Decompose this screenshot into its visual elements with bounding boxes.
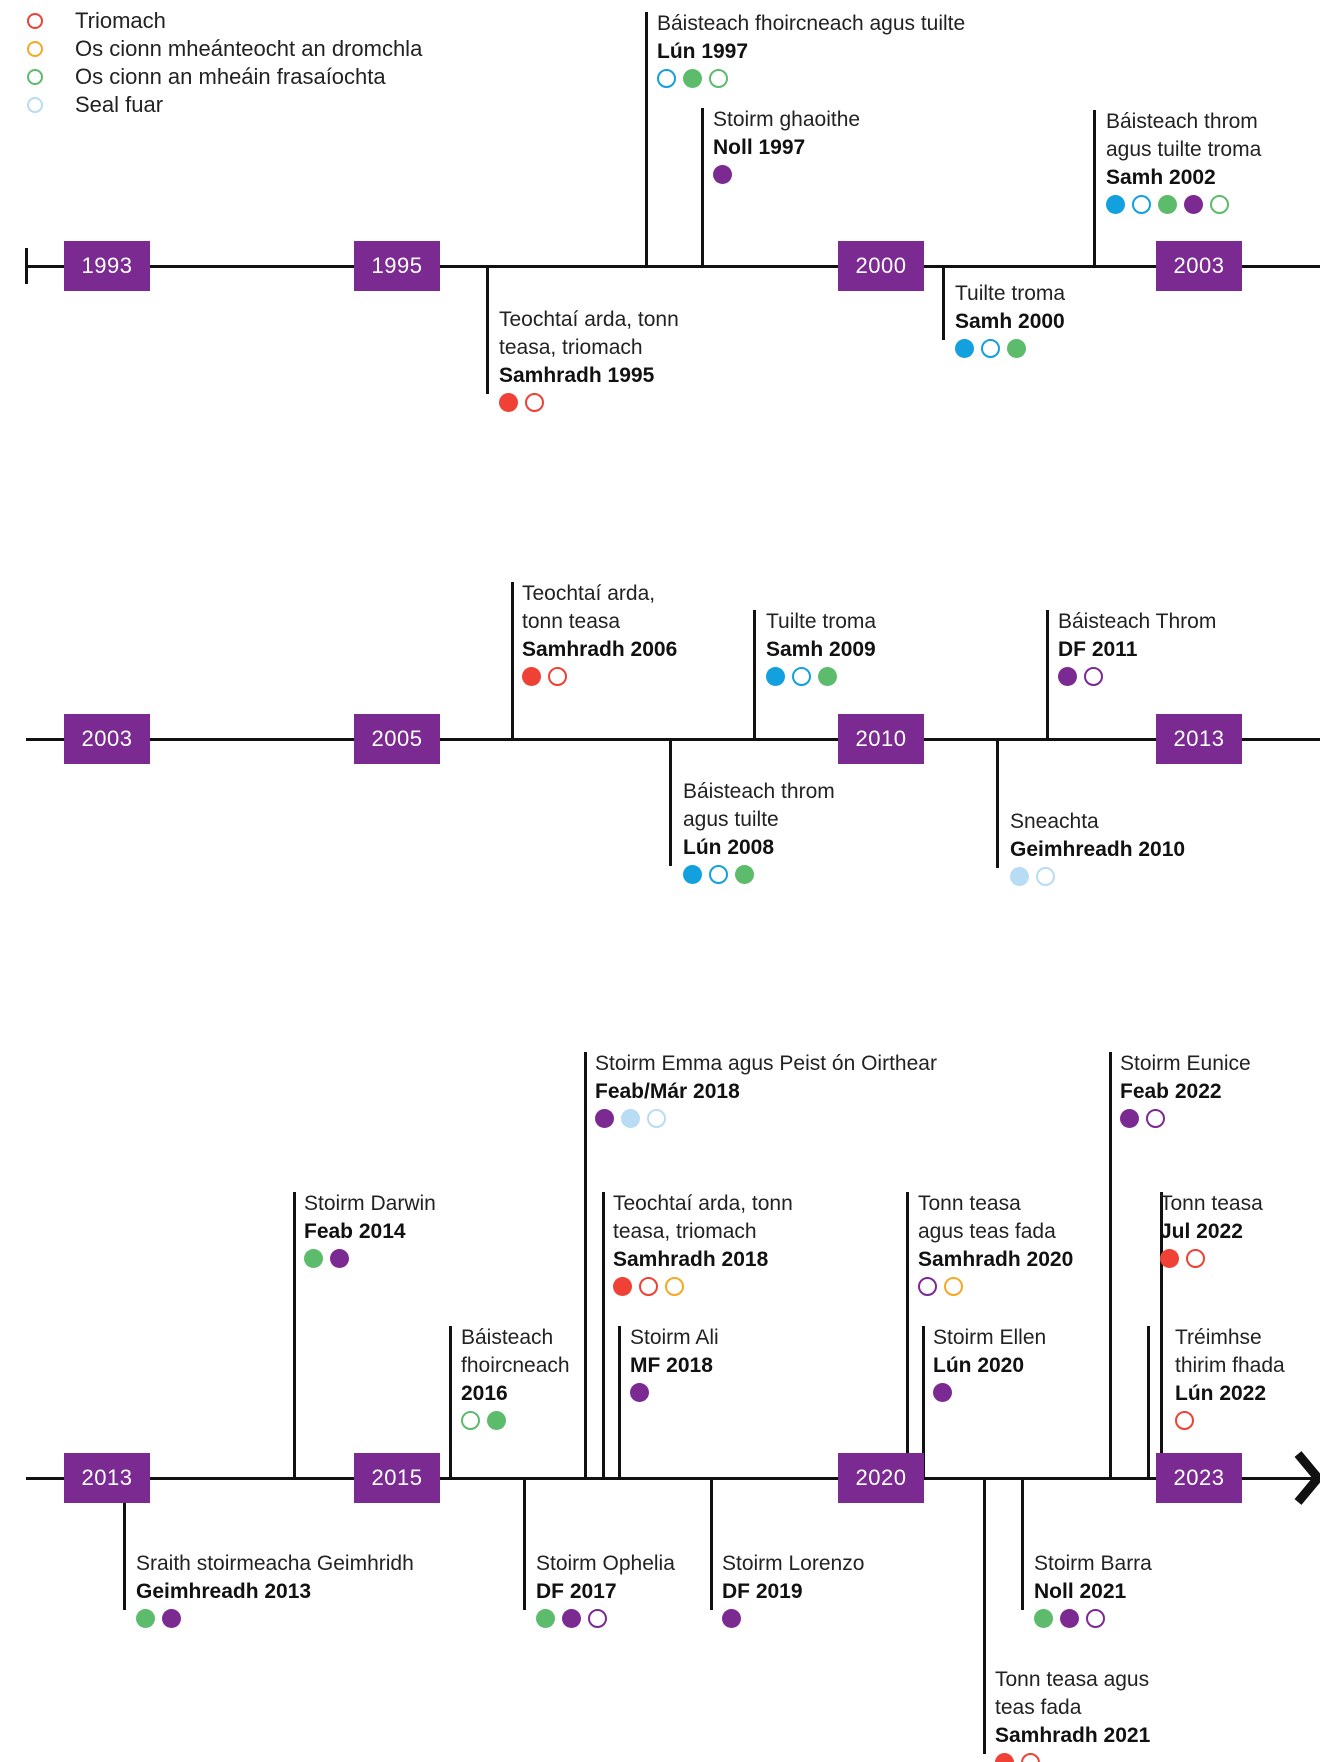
event-indicators xyxy=(683,865,835,891)
year-marker: 2013 xyxy=(1156,714,1242,764)
indicator-dot-icon xyxy=(1010,867,1029,886)
event-connector xyxy=(942,266,945,340)
indicator-dot-icon xyxy=(1034,1609,1053,1628)
event-date: Feab/Már 2018 xyxy=(595,1080,740,1103)
event-connector xyxy=(486,266,489,394)
indicator-dot-icon xyxy=(1158,195,1177,214)
event-card xyxy=(1120,1050,1251,1135)
event-indicators xyxy=(1034,1609,1152,1635)
event-card xyxy=(722,1550,864,1635)
event-indicators xyxy=(955,339,1065,365)
indicator-dot-icon xyxy=(1120,1109,1139,1128)
event-card xyxy=(1160,1190,1263,1275)
indicator-dot-icon xyxy=(1060,1609,1079,1628)
indicator-dot-icon xyxy=(995,1753,1014,1762)
event-indicators xyxy=(766,667,876,693)
indicator-dot-icon xyxy=(1184,195,1203,214)
event-indicators xyxy=(1120,1109,1251,1135)
event-title: Stoirm Ali xyxy=(630,1326,719,1349)
indicator-dot-icon xyxy=(1021,1753,1040,1762)
event-connector xyxy=(523,1478,526,1610)
event-title: Stoirm Eunice xyxy=(1120,1052,1251,1075)
event-connector xyxy=(584,1052,587,1478)
event-card xyxy=(918,1190,1073,1303)
event-card xyxy=(595,1050,937,1135)
event-card xyxy=(499,306,679,419)
event-card xyxy=(304,1190,436,1275)
event-indicators xyxy=(304,1249,436,1275)
year-marker: 2003 xyxy=(1156,241,1242,291)
event-title: Báisteach xyxy=(461,1326,554,1349)
indicator-dot-icon xyxy=(588,1609,607,1628)
indicator-dot-icon xyxy=(522,667,541,686)
event-card xyxy=(136,1550,414,1635)
legend-label: Seal fuar xyxy=(75,92,164,117)
indicator-dot-icon xyxy=(548,667,567,686)
event-date: Noll 1997 xyxy=(713,136,806,159)
event-title: Stoirm Ophelia xyxy=(536,1552,675,1575)
event-connector xyxy=(710,1478,713,1610)
event-title: teasa, triomach xyxy=(499,336,643,359)
event-date: Lún 2008 xyxy=(683,836,775,859)
year-marker: 2005 xyxy=(354,714,440,764)
event-title: Teochtaí arda, tonn xyxy=(499,308,679,331)
event-card xyxy=(1058,608,1216,693)
event-connector xyxy=(1093,110,1096,266)
event-card xyxy=(1034,1550,1152,1635)
event-indicators xyxy=(713,165,860,191)
event-date: Samhradh 2020 xyxy=(918,1248,1074,1271)
indicator-dot-icon xyxy=(487,1411,506,1430)
indicator-dot-icon xyxy=(1186,1249,1205,1268)
indicator-dot-icon xyxy=(136,1609,155,1628)
event-connector xyxy=(906,1192,909,1478)
indicator-dot-icon xyxy=(630,1383,649,1402)
indicator-dot-icon xyxy=(709,865,728,884)
event-card xyxy=(933,1324,1046,1409)
indicator-dot-icon xyxy=(933,1383,952,1402)
event-connector xyxy=(1109,1052,1112,1478)
legend-label: Triomach xyxy=(75,8,166,33)
event-connector xyxy=(1046,610,1049,739)
indicator-dot-icon xyxy=(499,393,518,412)
event-date: Samh 2002 xyxy=(1106,166,1216,189)
indicator-dot-icon xyxy=(525,393,544,412)
year-marker: 2023 xyxy=(1156,1453,1242,1503)
year-marker: 2015 xyxy=(354,1453,440,1503)
indicator-dot-icon xyxy=(918,1277,937,1296)
event-title: Stoirm ghaoithe xyxy=(713,108,861,131)
event-title: Tuilte troma xyxy=(766,610,877,633)
event-card xyxy=(713,106,860,191)
event-connector xyxy=(645,12,648,266)
event-indicators xyxy=(136,1609,414,1635)
indicator-dot-icon xyxy=(1106,195,1125,214)
event-card xyxy=(536,1550,675,1635)
event-indicators xyxy=(918,1277,1073,1303)
event-title: agus teas fada xyxy=(918,1220,1056,1243)
indicator-dot-icon xyxy=(330,1249,349,1268)
event-date: Lún 2020 xyxy=(933,1354,1025,1377)
event-indicators xyxy=(630,1383,719,1409)
indicator-dot-icon xyxy=(792,667,811,686)
indicator-dot-icon xyxy=(162,1609,181,1628)
year-marker: 1993 xyxy=(64,241,150,291)
indicator-dot-icon xyxy=(713,165,732,184)
indicator-dot-icon xyxy=(613,1277,632,1296)
indicator-dot-icon xyxy=(621,1109,640,1128)
event-date: Feab 2014 xyxy=(304,1220,406,1243)
event-date: Lún 2022 xyxy=(1175,1382,1267,1405)
event-connector xyxy=(618,1326,621,1478)
timeline-axis xyxy=(26,738,1320,741)
event-card xyxy=(955,280,1065,365)
event-indicators xyxy=(613,1277,793,1303)
event-title: Sraith stoirmeacha Geimhridh xyxy=(136,1552,414,1575)
event-date: Geimhreadh 2010 xyxy=(1010,838,1186,861)
indicator-dot-icon xyxy=(665,1277,684,1296)
indicator-dot-icon xyxy=(595,1109,614,1128)
event-card xyxy=(630,1324,719,1409)
event-indicators xyxy=(995,1753,1150,1762)
indicator-dot-icon xyxy=(818,667,837,686)
event-title: fhoircneach xyxy=(461,1354,570,1377)
event-title: Tonn teasa xyxy=(1160,1192,1263,1215)
indicator-dot-icon xyxy=(722,1609,741,1628)
event-connector xyxy=(983,1478,986,1754)
event-title: Stoirm Emma agus Peist ón Oirthear xyxy=(595,1052,937,1075)
event-title: agus tuilte troma xyxy=(1106,138,1262,161)
indicator-dot-icon xyxy=(1175,1411,1194,1430)
indicator-dot-icon xyxy=(944,1277,963,1296)
event-card xyxy=(683,778,835,891)
event-connector xyxy=(701,108,704,266)
event-date: Noll 2021 xyxy=(1034,1580,1127,1603)
indicator-dot-icon xyxy=(562,1609,581,1628)
event-date: Feab 2022 xyxy=(1120,1080,1222,1103)
indicator-dot-icon xyxy=(1160,1249,1179,1268)
indicator-dot-icon xyxy=(657,69,676,88)
legend-label: Os cionn an mheáin frasaíochta xyxy=(75,64,386,89)
event-connector xyxy=(669,739,672,866)
indicator-dot-icon xyxy=(683,69,702,88)
event-date: DF 2019 xyxy=(722,1580,803,1603)
event-title: Teochtaí arda, xyxy=(522,582,656,605)
event-card xyxy=(1106,108,1261,221)
event-indicators xyxy=(461,1411,570,1437)
event-date: Lún 1997 xyxy=(657,40,749,63)
year-marker: 2013 xyxy=(64,1453,150,1503)
event-indicators xyxy=(1160,1249,1263,1275)
event-title: teas fada xyxy=(995,1696,1082,1719)
timeline-arrow-icon xyxy=(1294,1450,1320,1506)
event-title: Tréimhse xyxy=(1175,1326,1262,1349)
event-indicators xyxy=(1058,667,1216,693)
event-indicators xyxy=(933,1383,1046,1409)
event-title: Tonn teasa agus xyxy=(995,1668,1150,1691)
event-title: Teochtaí arda, tonn xyxy=(613,1192,793,1215)
indicator-dot-icon xyxy=(1086,1609,1105,1628)
indicator-dot-icon xyxy=(1132,195,1151,214)
event-date: Geimhreadh 2013 xyxy=(136,1580,312,1603)
timeline-axis xyxy=(26,1477,1320,1480)
event-date: Samhradh 1995 xyxy=(499,364,655,387)
indicator-dot-icon xyxy=(1084,667,1103,686)
indicator-dot-icon xyxy=(1210,195,1229,214)
legend-label: Os cionn mheánteocht an dromchla xyxy=(75,36,423,61)
event-date: Samhradh 2021 xyxy=(995,1724,1151,1747)
event-title: Báisteach fhoircneach agus tuilte xyxy=(657,12,966,35)
event-title: Stoirm Lorenzo xyxy=(722,1552,865,1575)
event-date: DF 2017 xyxy=(536,1580,617,1603)
event-date: MF 2018 xyxy=(630,1354,713,1377)
event-date: Jul 2022 xyxy=(1160,1220,1243,1243)
event-indicators xyxy=(722,1609,864,1635)
event-title: Báisteach throm xyxy=(1106,110,1258,133)
event-date: Samh 2000 xyxy=(955,310,1065,333)
event-title: agus tuilte xyxy=(683,808,779,831)
event-indicators xyxy=(499,393,679,419)
event-indicators xyxy=(657,69,965,95)
year-marker: 2010 xyxy=(838,714,924,764)
event-date: 2016 xyxy=(461,1382,508,1405)
event-indicators xyxy=(522,667,677,693)
indicator-dot-icon xyxy=(766,667,785,686)
event-indicators xyxy=(536,1609,675,1635)
event-connector xyxy=(1021,1478,1024,1610)
event-date: Samh 2009 xyxy=(766,638,876,661)
event-card xyxy=(995,1666,1150,1762)
timeline-start-tick xyxy=(25,248,28,284)
event-title: Stoirm Barra xyxy=(1034,1552,1152,1575)
event-card xyxy=(1175,1324,1285,1437)
event-title: Tonn teasa xyxy=(918,1192,1021,1215)
year-marker: 2020 xyxy=(838,1453,924,1503)
indicator-dot-icon xyxy=(1146,1109,1165,1128)
event-title: Báisteach throm xyxy=(683,780,835,803)
event-indicators xyxy=(1175,1411,1285,1437)
indicator-dot-icon xyxy=(639,1277,658,1296)
event-connector xyxy=(753,610,756,739)
event-title: teasa, triomach xyxy=(613,1220,757,1243)
event-title: Báisteach Throm xyxy=(1058,610,1217,633)
event-indicators xyxy=(1010,867,1185,893)
indicator-dot-icon xyxy=(1058,667,1077,686)
indicator-dot-icon xyxy=(683,865,702,884)
event-title: tonn teasa xyxy=(522,610,621,633)
event-connector xyxy=(511,582,514,739)
event-connector xyxy=(996,739,999,868)
timeline-axis xyxy=(26,265,1320,268)
event-title: Sneachta xyxy=(1010,810,1099,833)
event-connector xyxy=(1147,1326,1150,1478)
year-marker: 1995 xyxy=(354,241,440,291)
indicator-dot-icon xyxy=(709,69,728,88)
indicator-dot-icon xyxy=(955,339,974,358)
event-date: DF 2011 xyxy=(1058,638,1138,661)
indicator-dot-icon xyxy=(1007,339,1026,358)
event-card xyxy=(461,1324,570,1437)
indicator-dot-icon xyxy=(461,1411,480,1430)
event-connector xyxy=(602,1192,605,1478)
event-indicators xyxy=(595,1109,937,1135)
event-card xyxy=(766,608,876,693)
year-marker: 2003 xyxy=(64,714,150,764)
indicator-dot-icon xyxy=(647,1109,666,1128)
indicator-dot-icon xyxy=(1036,867,1055,886)
event-card xyxy=(613,1190,793,1303)
indicator-dot-icon xyxy=(981,339,1000,358)
event-card xyxy=(1010,808,1185,893)
indicator-dot-icon xyxy=(536,1609,555,1628)
indicator-dot-icon xyxy=(304,1249,323,1268)
event-date: Samhradh 2006 xyxy=(522,638,678,661)
event-indicators xyxy=(1106,195,1261,221)
event-card xyxy=(657,10,965,95)
event-connector xyxy=(293,1192,296,1478)
year-marker: 2000 xyxy=(838,241,924,291)
event-title: Stoirm Darwin xyxy=(304,1192,436,1215)
event-card xyxy=(522,580,677,693)
event-connector xyxy=(449,1326,452,1478)
indicator-dot-icon xyxy=(735,865,754,884)
event-title: Stoirm Ellen xyxy=(933,1326,1047,1349)
event-date: Samhradh 2018 xyxy=(613,1248,769,1271)
event-title: Tuilte troma xyxy=(955,282,1066,305)
event-title: thirim fhada xyxy=(1175,1354,1285,1377)
